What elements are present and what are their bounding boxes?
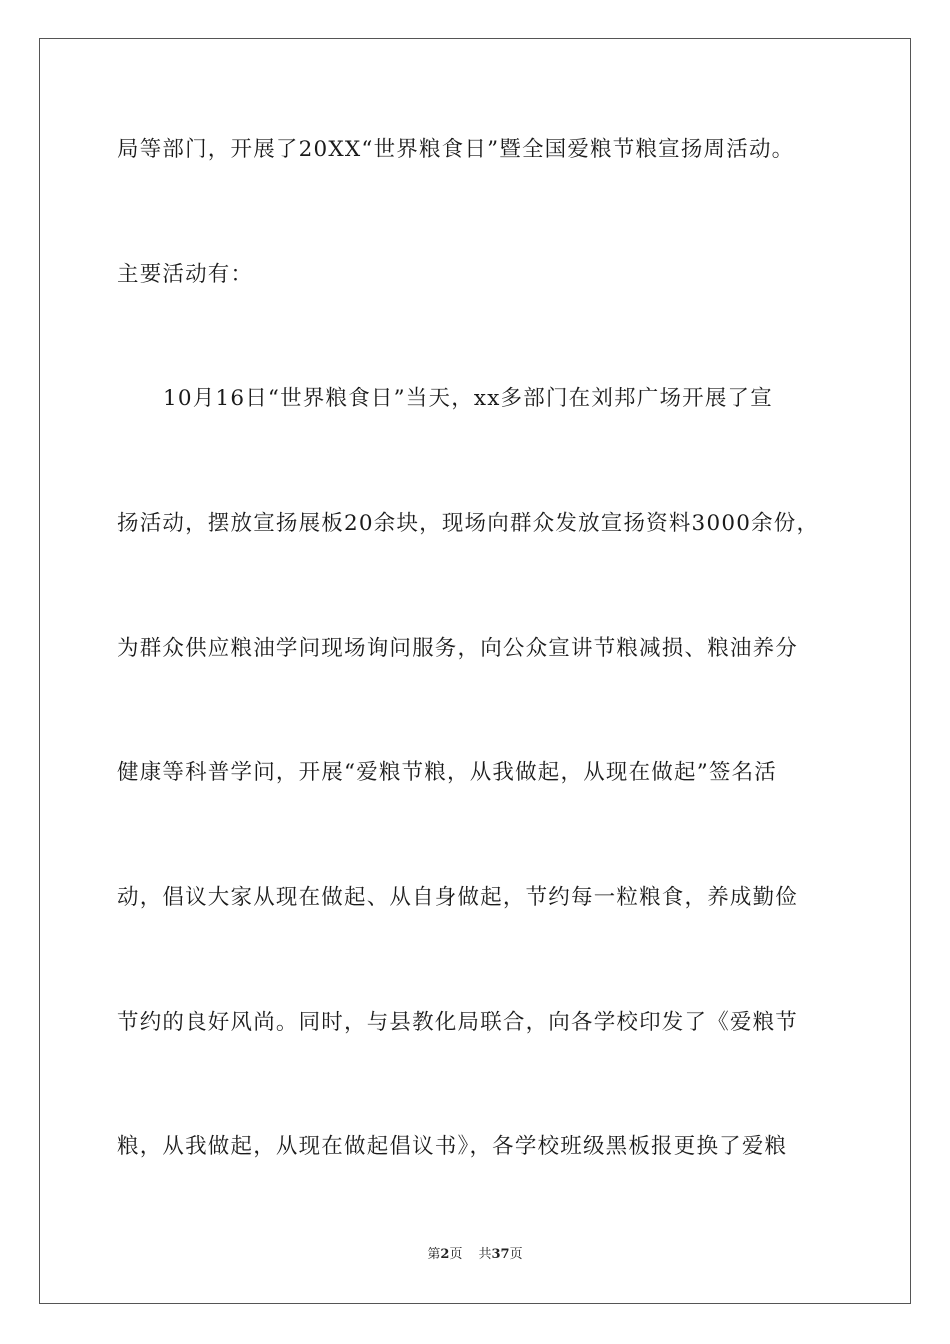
footer-page-prefix: 第 (427, 1247, 441, 1262)
body-text-line-9: 粮，从我做起，从现在做起倡议书》，各学校班级黑板报更换了爱粮 (117, 1134, 788, 1159)
footer-page-suffix: 页 (449, 1247, 463, 1262)
body-text-line-6: 健康等科普学问，开展“爱粮节粮，从我做起，从现在做起”签名活 (117, 760, 777, 785)
footer-total-prefix: 共 (478, 1247, 492, 1262)
page-footer (0, 1246, 950, 1264)
footer-total-pages: 37 (491, 1247, 510, 1262)
footer-page-number: 2 (440, 1247, 450, 1262)
body-text-line-4: 扬活动，摆放宣扬展板20余块，现场向群众发放宣扬资料3000余份， (117, 511, 820, 536)
footer-total-suffix: 页 (509, 1247, 523, 1262)
body-text-line-5: 为群众供应粮油学问现场询问服务，向公众宣讲节粮减损、粮油养分 (117, 636, 799, 661)
body-text-line-7: 动，倡议大家从现在做起、从自身做起，节约每一粒粮食，养成勤俭 (117, 885, 799, 910)
body-text-line-1: 局等部门，开展了20XX“世界粮食日”暨全国爱粮节粮宣扬周活动。 (117, 137, 795, 162)
page-frame (39, 38, 911, 1304)
body-text-line-3: 10月16日“世界粮食日”当天，xx多部门在刘邦广场开展了宣 (163, 386, 773, 411)
body-text-line-8: 节约的良好风尚。同时，与县教化局联合，向各学校印发了《爱粮节 (117, 1010, 799, 1035)
body-text-line-2: 主要活动有： (117, 262, 254, 287)
